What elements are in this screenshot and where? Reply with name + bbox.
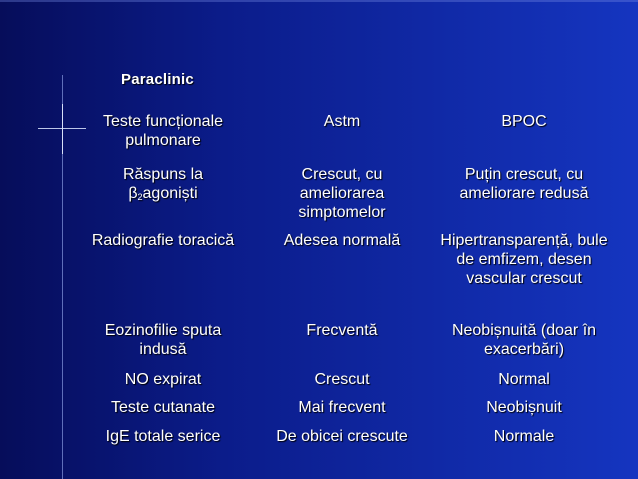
beta-symbol: β — [128, 185, 138, 202]
row-label-ige: IgE totale serice — [105, 428, 221, 445]
row-label-raspuns-suffix: agoniști — [142, 185, 198, 202]
astm-ige: De obicei crescute — [276, 428, 408, 445]
row-label-teste-functionale: Teste funcționale pulmonare — [102, 113, 224, 149]
decorative-cross-vertical — [62, 104, 63, 154]
row-label-radiografie: Radiografie toracică — [91, 232, 235, 249]
astm-teste-cutanate: Mai frecvent — [298, 399, 386, 416]
astm-eozinofilie: Frecventă — [306, 322, 378, 339]
row-label-raspuns-beta2 — [82, 165, 244, 207]
bpoc-no-expirat: Normal — [498, 371, 550, 388]
decorative-cross-horizontal — [38, 128, 86, 129]
bpoc-eozinofilie: Neobișnuită (doar în exacerbări) — [451, 322, 597, 358]
row-label-no-expirat: NO expirat — [124, 371, 202, 388]
bpoc-raspuns-beta2: Puțin crescut, cu ameliorare redusă — [459, 166, 589, 202]
column-header-bpoc: BPOC — [501, 113, 547, 130]
astm-no-expirat: Crescut — [314, 371, 370, 388]
slide-heading: Paraclinic — [121, 71, 194, 88]
column-header-astm: Astm — [323, 113, 361, 130]
top-border-line — [0, 0, 638, 2]
row-label-raspuns-prefix: Răspuns la — [122, 166, 204, 183]
beta-subscript: 2 — [137, 192, 143, 202]
bpoc-teste-cutanate: Neobișnuit — [486, 399, 562, 416]
bpoc-radiografie: Hipertransparență, bule de emfizem, desen vascular crescut — [440, 232, 608, 287]
row-label-teste-cutanate: Teste cutanate — [110, 399, 216, 416]
astm-radiografie: Adesea normală — [283, 232, 401, 249]
bpoc-ige: Normale — [493, 428, 555, 445]
row-label-eozinofilie: Eozinofilie sputa indusă — [104, 322, 222, 358]
astm-raspuns-beta2: Crescut, cu ameliorarea simptomelor — [298, 166, 386, 221]
